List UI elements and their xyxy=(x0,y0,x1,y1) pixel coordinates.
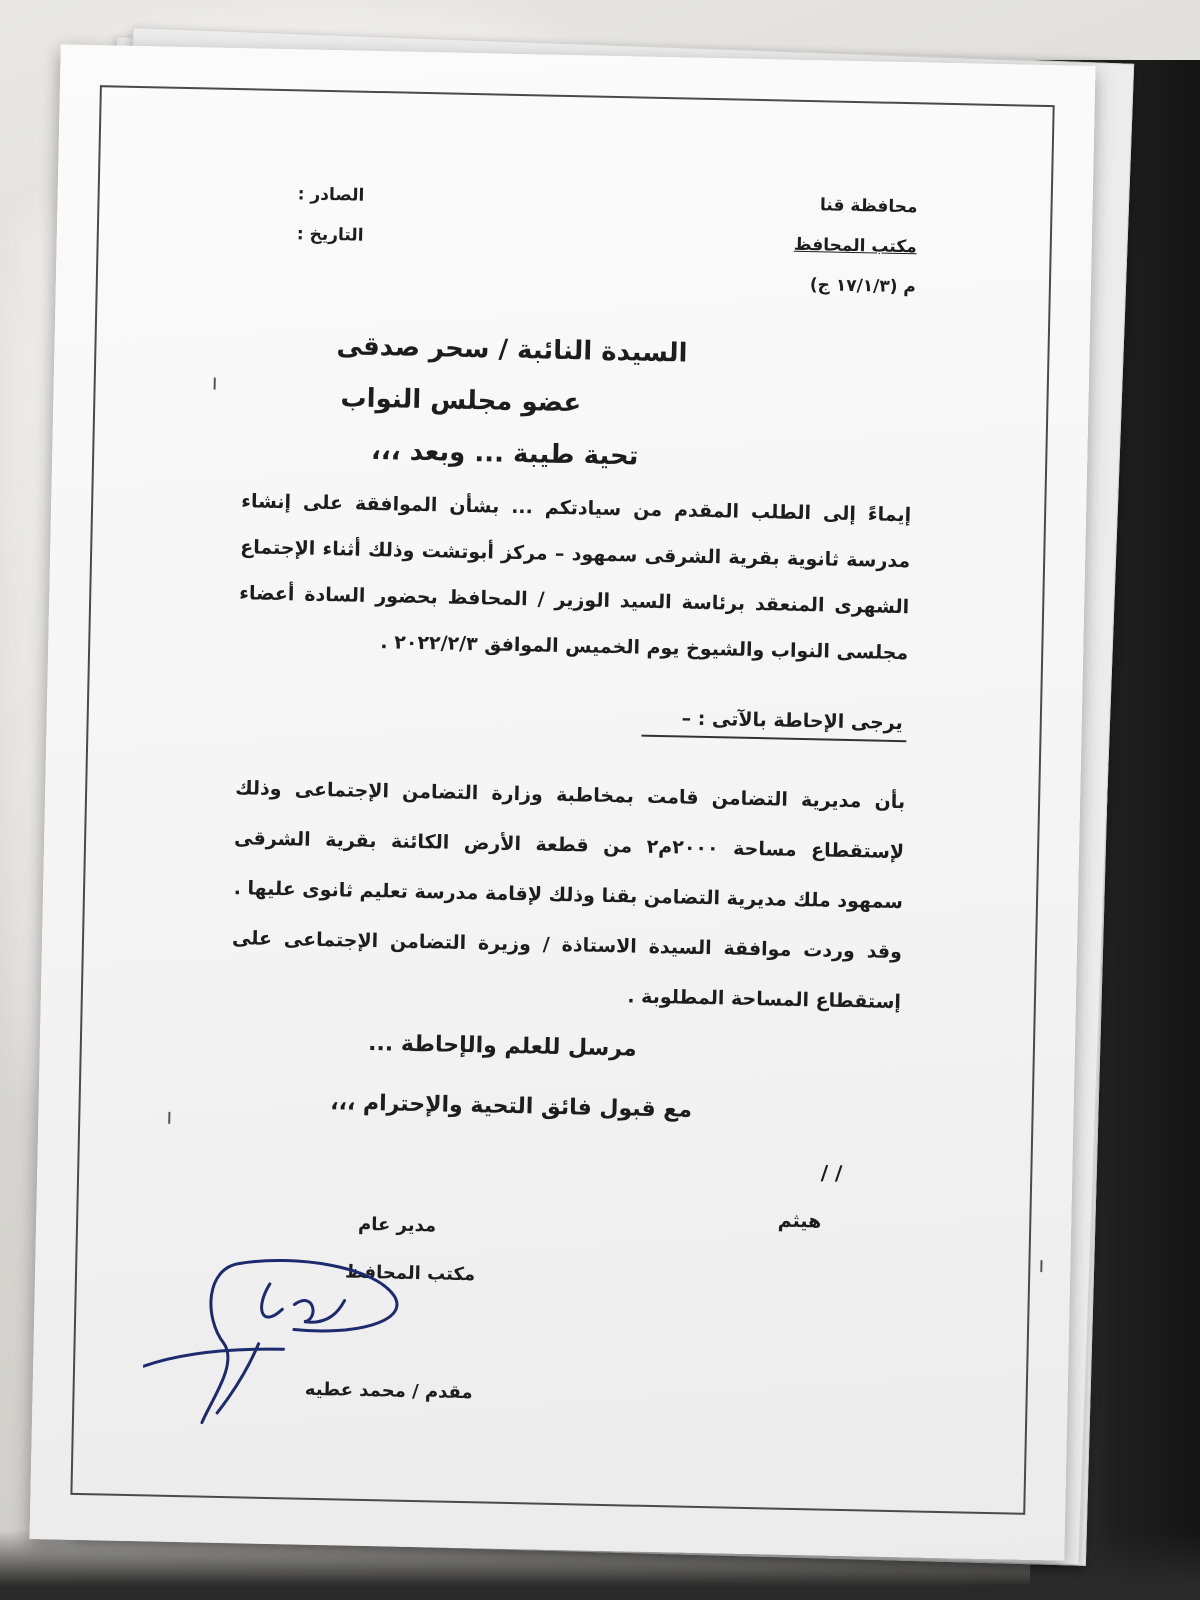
notice-heading: يرجى الإحاطة بالآتى : – xyxy=(641,707,907,743)
margin-mark xyxy=(214,378,216,390)
addressee-name: السيدة النائبة / سحر صدقى xyxy=(336,331,688,369)
body-paragraph: بأن مديرية التضامن قامت بمخاطبة وزارة التضامن الإجتماعى وذلك لإستقطاع مساحة ٢٠٠٠م٢ من قطعة الأرض الكائنة بقرية الشرقى سمهود ملك مديرية التضامن بقنا وذلك لإقامة مدرسة تعليم ثانوى عليها . xyxy=(233,777,906,914)
signatory-title: مدير عام xyxy=(357,1213,437,1237)
governorate-name: محافظة قنا xyxy=(819,195,918,218)
letter-page xyxy=(29,44,1095,1560)
outgoing-label: الصادر : xyxy=(297,184,365,206)
typist-initials: هيثم xyxy=(777,1209,822,1233)
office-name: مكتب المحافظ xyxy=(793,234,917,258)
letterhead xyxy=(793,185,918,308)
date-label: التاريخ : xyxy=(296,224,364,246)
body-paragraph: وقد وردت موافقة السيدة الاستاذة / وزيرة التضامن الإجتماعى على إستقطاع المساحة المطلوبة . xyxy=(231,927,903,1014)
signatory-office: مكتب المحافظ xyxy=(344,1261,476,1286)
handwritten-signature xyxy=(142,1246,406,1431)
margin-mark xyxy=(168,1112,170,1124)
reference-number: م (١٧/١/٣ ج) xyxy=(809,275,917,298)
outgoing-fields xyxy=(296,174,364,255)
addressee-block xyxy=(132,316,1010,490)
addressee-title: عضو مجلس النواب xyxy=(340,383,582,419)
file-marks: / / xyxy=(820,1160,843,1185)
signatory-name: مقدم / محمد عطيه xyxy=(304,1378,473,1404)
closing-line: مع قبول فائق التحية والإحترام ،،، xyxy=(329,1090,693,1123)
closing-line: مرسل للعلم والإحاطة ... xyxy=(367,1030,637,1062)
margin-mark xyxy=(1040,1260,1042,1272)
greeting: تحية طيبة ... وبعد ،،، xyxy=(370,435,639,472)
body-paragraph: إيماءً إلى الطلب المقدم من سيادتكم ... بشأن الموافقة على إنشاء مدرسة ثانوية بقرية الشرقى سمهود – مركز أبوتشت وذلك أثناء الإجتماع الشهرى المنعقد برئاسة السيد الوزير / المحافظ بحضور السادة أعضاء مجلسى النواب والشيوخ يوم الخميس الموافق ٢٠٢٢/٢/٣ . xyxy=(239,490,912,665)
